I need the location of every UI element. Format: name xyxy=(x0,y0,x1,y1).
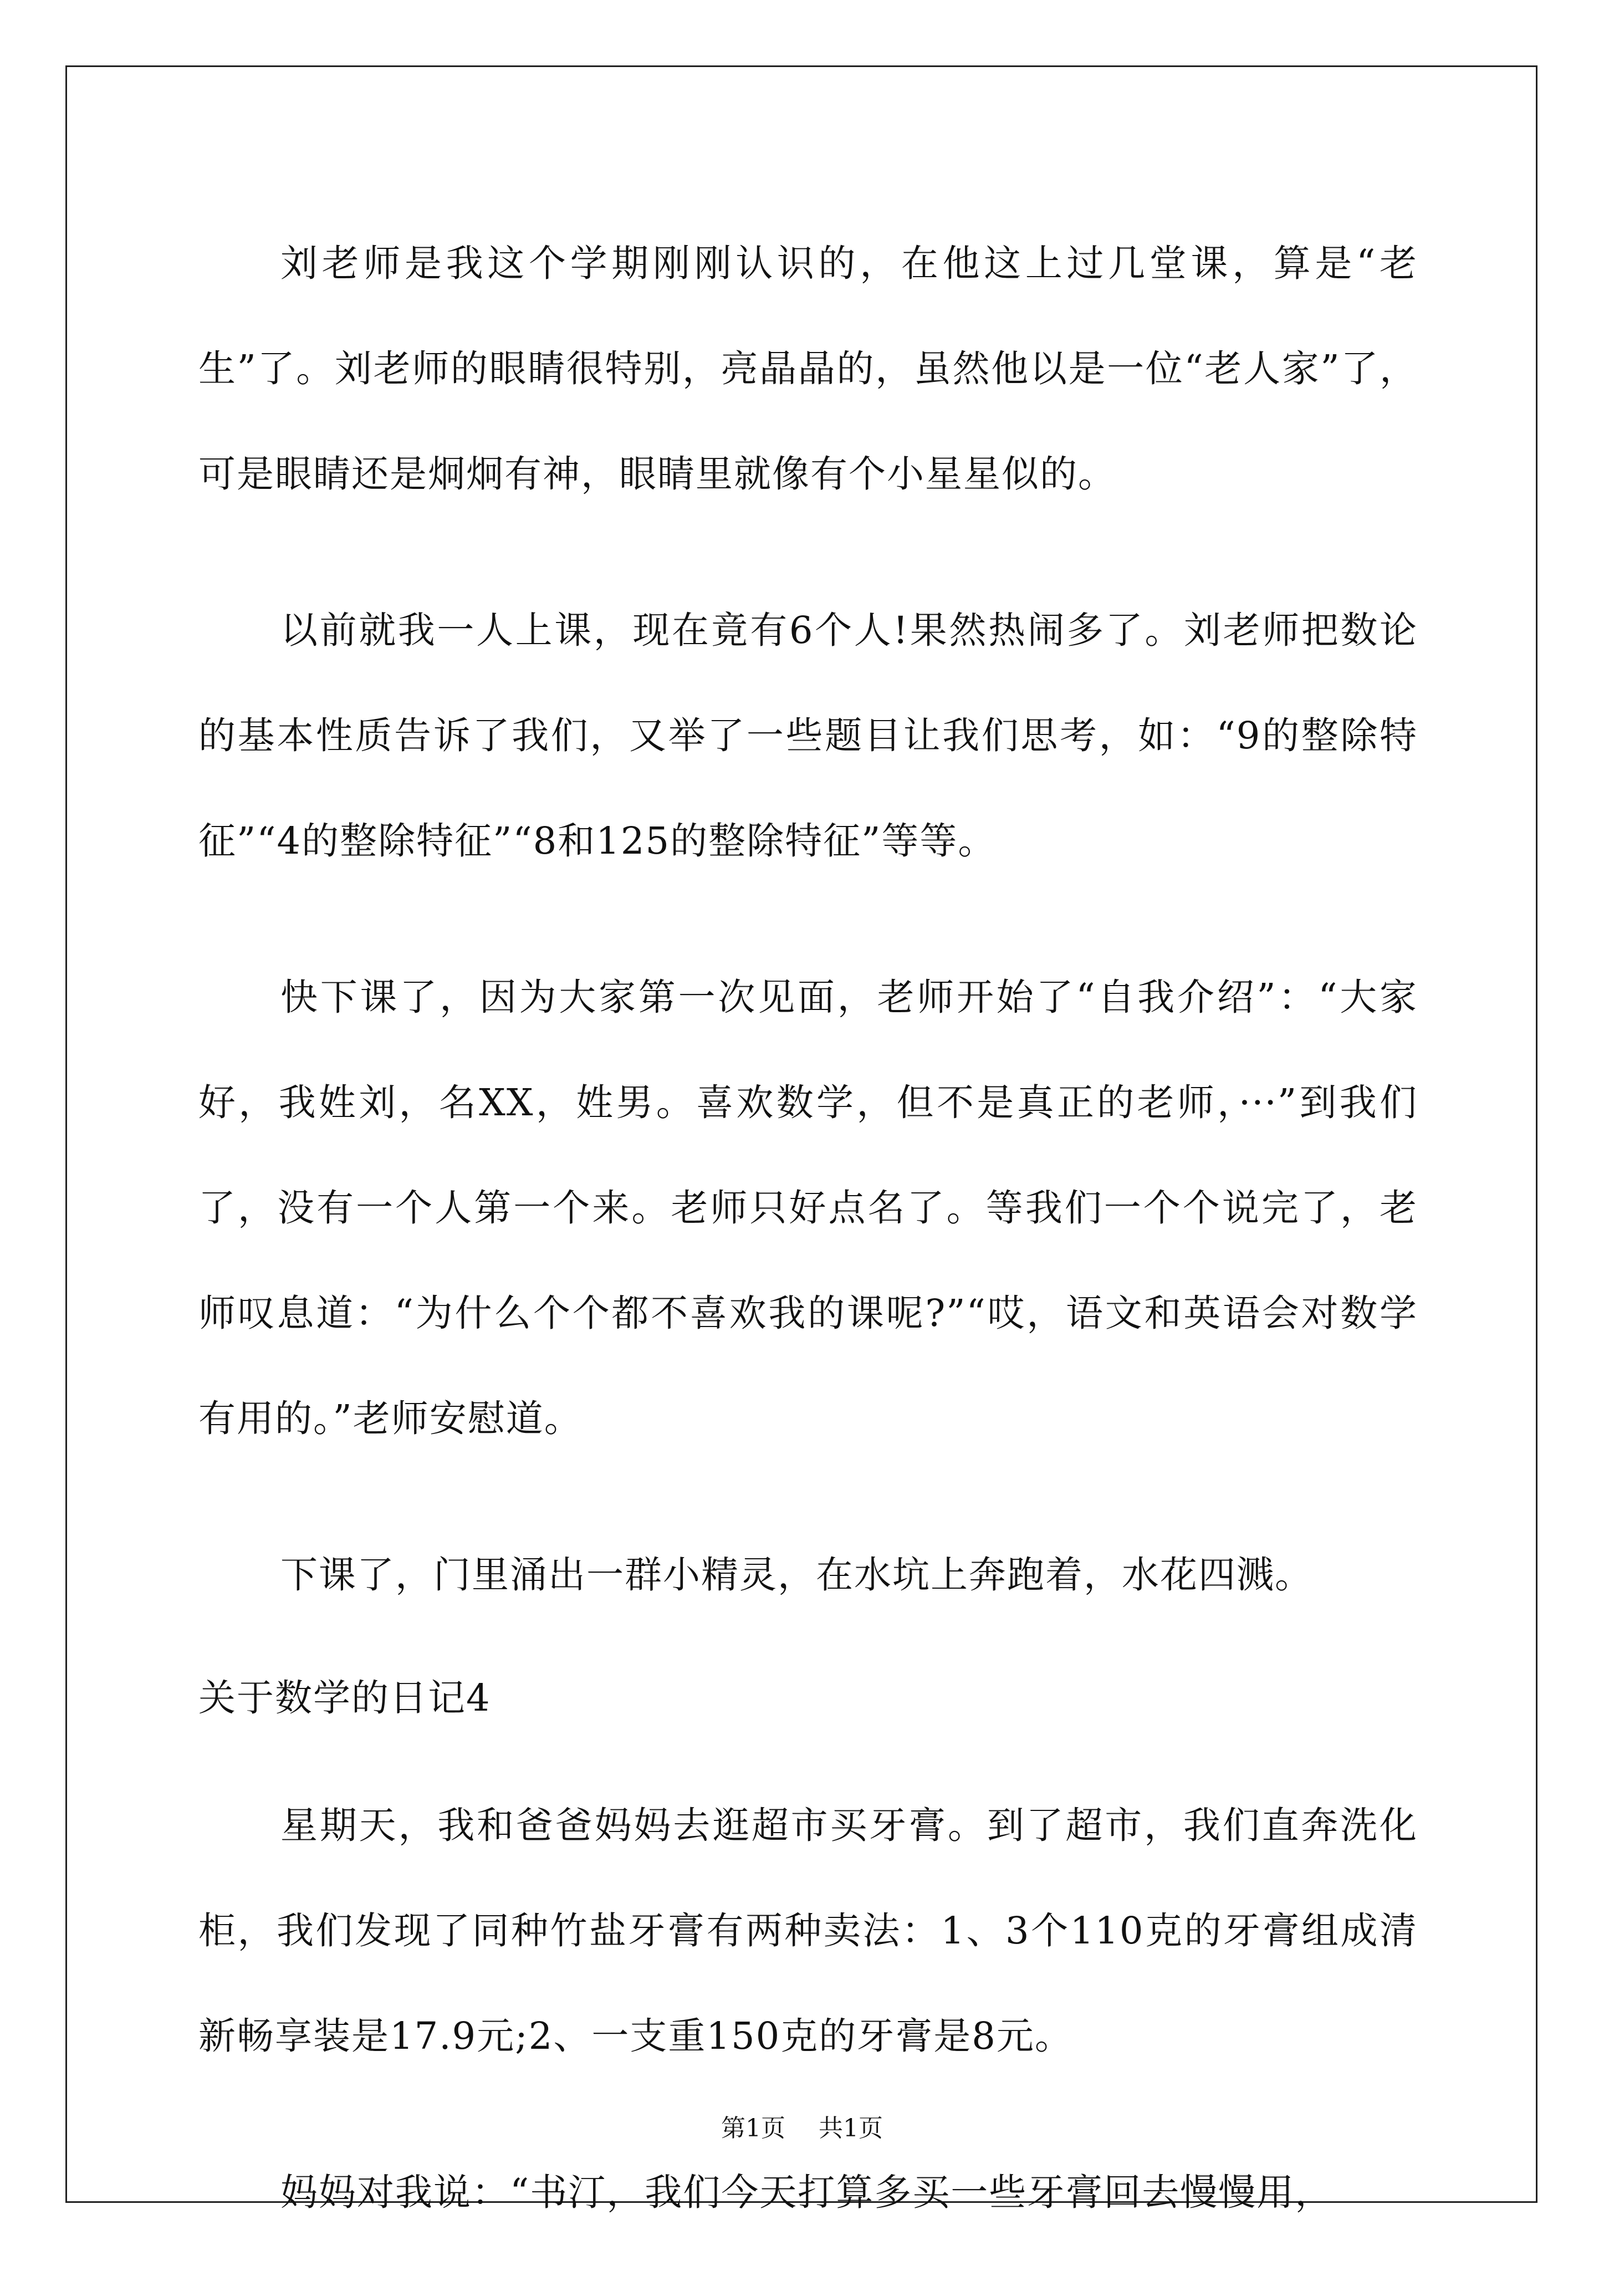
page-total: 共1页 xyxy=(819,2114,883,2142)
paragraph-3: 快下课了，因为大家第一次见面，老师开始了“自我介绍”：“大家好，我姓刘，名XX，姓男。喜欢数学，但不是真正的老师，···”到我们了，没有一个人第一个来。老师只好点名了。等我们一个个说完了，老师叹息道：“为什么个个都不喜欢我的课呢?”“哎，语文和英语会对数学有用的。”老师安慰道。 xyxy=(198,976,1418,1440)
page-number: 第1页 xyxy=(721,2114,785,2142)
paragraph-2: 以前就我一人上课，现在竟有6个人!果然热闹多了。刘老师把数论的基本性质告诉了我们，又举了一些题目让我们思考，如：“9的整除特征”“4的整除特征”“8和125的整除特征”等等。 xyxy=(198,609,1418,863)
paragraph-6: 妈妈对我说：“书汀，我们今天打算多买一些牙膏回去慢慢用， xyxy=(280,2171,1334,2214)
paragraph-1: 刘老师是我这个学期刚刚认识的，在他这上过几堂课，算是“老生”了。刘老师的眼睛很特别，亮晶晶的，虽然他以是一位“老人家”了，可是眼睛还是炯炯有神，眼睛里就像有个小星星似的。 xyxy=(198,242,1418,496)
document-body xyxy=(198,211,1418,2296)
section-heading: 关于数学的日记4 xyxy=(198,1676,491,1720)
paragraph-5: 星期天，我和爸爸妈妈去逛超市买牙膏。到了超市，我们直奔洗化柜，我们发现了同种竹盐牙膏有两种卖法：1、3个110克的牙膏组成清新畅享装是17.9元;2、一支重150克的牙膏是8元。 xyxy=(198,1804,1418,2058)
paragraph-4: 下课了，门里涌出一群小精灵，在水坑上奔跑着，水花四溅。 xyxy=(280,1553,1313,1596)
page-footer xyxy=(0,2112,1604,2145)
